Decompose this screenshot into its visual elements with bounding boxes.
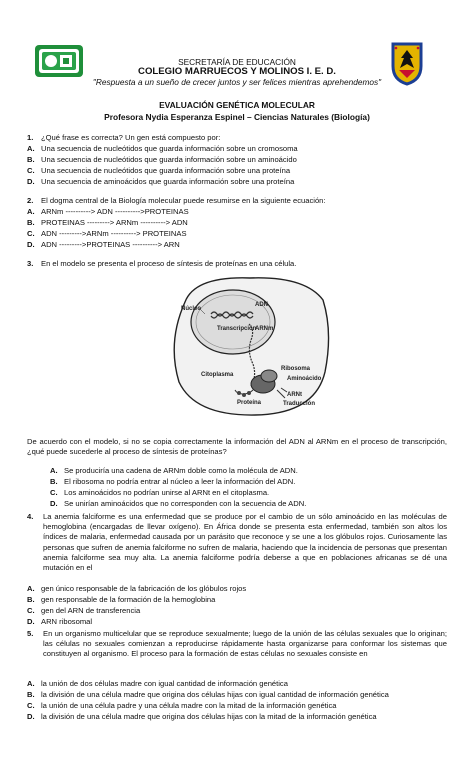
- question-number: 2.: [27, 196, 34, 205]
- option-text: El ribosoma no podría entrar al núcleo a leer la información del ADN.: [64, 477, 296, 486]
- option[interactable]: [27, 690, 467, 700]
- question-3: [27, 259, 447, 269]
- question-5-text: En un organismo multicelular que se reproduce sexualmente; luego de la unión de las células sexuales que lo originan; las células no sexuales comienzan a reproducirse rápidamente hasta organizarse para conformar los sistemas que constituyen al organismo. El proceso para la formación de estas células no sexuales consiste en: [43, 629, 447, 659]
- option-text: gen único responsable de la fabricación de los glóbulos rojos: [41, 584, 247, 593]
- option[interactable]: [27, 177, 294, 187]
- page-subtitle: Profesora Nydia Esperanza Espinel – Ciencias Naturales (Biología): [104, 112, 370, 122]
- protein-synthesis-diagram: [165, 272, 335, 420]
- option-letter: C.: [27, 701, 35, 710]
- option-text: ARNm ----------> ADN ---------->PROTEINAS: [41, 207, 189, 216]
- option[interactable]: [27, 166, 290, 176]
- option-letter: D.: [27, 712, 35, 721]
- question-1: [27, 133, 447, 143]
- option[interactable]: [27, 229, 187, 239]
- option-letter: D.: [27, 177, 35, 186]
- option[interactable]: [50, 499, 306, 509]
- option-letter: C.: [27, 166, 35, 175]
- option-letter: D.: [27, 617, 35, 626]
- option-text: Los aminoácidos no podrían unirse al ARNt en el citoplasma.: [64, 488, 270, 497]
- option[interactable]: [27, 218, 188, 228]
- option[interactable]: [27, 701, 337, 711]
- option-letter: A.: [27, 679, 35, 688]
- option-text: la división de una célula madre que origina dos células hijas con igual cantidad de información genética: [41, 690, 389, 699]
- option[interactable]: [50, 477, 295, 487]
- option[interactable]: [27, 617, 92, 627]
- option-letter: C.: [27, 606, 35, 615]
- option-letter: C.: [27, 229, 35, 238]
- option-letter: C.: [50, 488, 58, 497]
- header-school-name: COLEGIO MARRUECOS Y MOLINOS I. E. D.: [138, 66, 336, 77]
- question-5-number: [27, 629, 41, 639]
- option[interactable]: [50, 488, 269, 498]
- label-arnt: ARNt: [287, 392, 302, 398]
- option[interactable]: [27, 207, 189, 217]
- label-transcripcion: Transcripción: [217, 326, 257, 332]
- option-text: Una secuencia de aminoácidos que guarda información sobre una proteína: [41, 177, 295, 186]
- option-text: la unión de una célula padre y una célula madre con la mitad de la información genética: [41, 701, 337, 710]
- option-text: Una secuencia de nucleótidos que guarda información sobre un aminoácido: [41, 155, 297, 164]
- option-text: la unión de dos células madre con igual cantidad de información genética: [41, 679, 288, 688]
- header-secretaria: SECRETARÍA DE EDUCACIÓN: [178, 57, 296, 67]
- option-letter: B.: [27, 155, 35, 164]
- label-nucleo: Núcleo: [181, 306, 202, 312]
- question-4-text: La anemia falciforme es una enfermedad que se produce por el cambio de un sólo aminoácido en las moléculas de hemoglobina (encargadas de llevar oxígeno). En África donde se presenta esta enfermedad, también son altos los índices de malaria, enfermedad causada por un parásito que reconoce y se une a los glóbulos rojos. Curiosamente las personas que sufren de anemia falciforme no sufren de malaria, haciendo que la incidencia de personas que presentan anemia falciforme sea muy alta. La anemia falciforme podría deberse a que en poblaciones africanas se dé una mutación en el: [43, 512, 447, 573]
- label-aminoacido: Aminoácido: [287, 376, 322, 382]
- option-letter: B.: [27, 690, 35, 699]
- question-number: 4.: [27, 512, 34, 521]
- option[interactable]: [27, 240, 180, 250]
- option-letter: B.: [27, 218, 35, 227]
- option[interactable]: [27, 584, 246, 594]
- question-4-number: [27, 512, 41, 522]
- option-text: ARN ribosomal: [41, 617, 93, 626]
- option-text: ADN --------->PROTEINAS ----------> ARN: [41, 240, 180, 249]
- option-text: la división de una célula madre que origina dos células hijas con la mitad de la información genética: [41, 712, 377, 721]
- option-text: Se produciría una cadena de ARNm doble como la molécula de ADN.: [64, 466, 298, 475]
- option-letter: A.: [27, 584, 35, 593]
- label-proteina: Proteína: [237, 400, 262, 406]
- option[interactable]: [27, 144, 298, 154]
- question-2: [27, 196, 447, 206]
- question-text: En el modelo se presenta el proceso de síntesis de proteínas en una célula.: [41, 259, 297, 268]
- option-letter: A.: [50, 466, 58, 475]
- label-ribosoma: Ribosoma: [281, 366, 311, 372]
- option-text: ADN --------->ARNm ----------> PROTEINAS: [41, 229, 187, 238]
- question-text: ¿Qué frase es correcta? Un gen está compuesto por:: [41, 133, 221, 142]
- question-number: 3.: [27, 259, 34, 268]
- option-letter: B.: [27, 595, 35, 604]
- option-text: gen responsable de la formación de la hemoglobina: [41, 595, 216, 604]
- question-text: El dogma central de la Biología molecular puede resumirse en la siguiente ecuación:: [41, 196, 326, 205]
- page-title: EVALUACIÓN GENÉTICA MOLECULAR: [159, 100, 315, 110]
- question-3-prompt: De acuerdo con el modelo, si no se copia correctamente la información del ADN al ARNm en el proceso de transcripción, ¿qué puede sucederle al proceso de síntesis de proteínas?: [27, 437, 447, 457]
- option-letter: D.: [27, 240, 35, 249]
- option-text: gen del ARN de transferencia: [41, 606, 141, 615]
- option-text: Una secuencia de nucleótidos que guarda información sobre una proteína: [41, 166, 291, 175]
- option[interactable]: [27, 679, 288, 689]
- option[interactable]: [50, 466, 298, 476]
- option-letter: A.: [27, 207, 35, 216]
- option-text: Se unirían aminoácidos que no corresponden con la secuencia de ADN.: [64, 499, 307, 508]
- option[interactable]: [27, 606, 140, 616]
- option-letter: A.: [27, 144, 35, 153]
- label-traduccion: Traducción: [283, 401, 316, 407]
- label-arnm: ARNm: [255, 326, 274, 332]
- nucleus: [191, 290, 275, 354]
- option[interactable]: [27, 712, 467, 722]
- option[interactable]: [27, 155, 297, 165]
- question-number: 1.: [27, 133, 34, 142]
- option-letter: D.: [50, 499, 58, 508]
- option-letter: B.: [50, 477, 58, 486]
- option-text: Una secuencia de nucleótidos que guarda información sobre un cromosoma: [41, 144, 298, 153]
- option[interactable]: [27, 595, 215, 605]
- header-motto: "Respuesta a un sueño de crecer juntos y ser felices mientras aprehendemos": [92, 77, 382, 87]
- label-citoplasma: Citoplasma: [201, 372, 234, 378]
- question-number: 5.: [27, 629, 34, 638]
- option-text: PROTEINAS ---------> ARNm ----------> ADN: [41, 218, 188, 227]
- label-adn: ADN: [255, 302, 268, 308]
